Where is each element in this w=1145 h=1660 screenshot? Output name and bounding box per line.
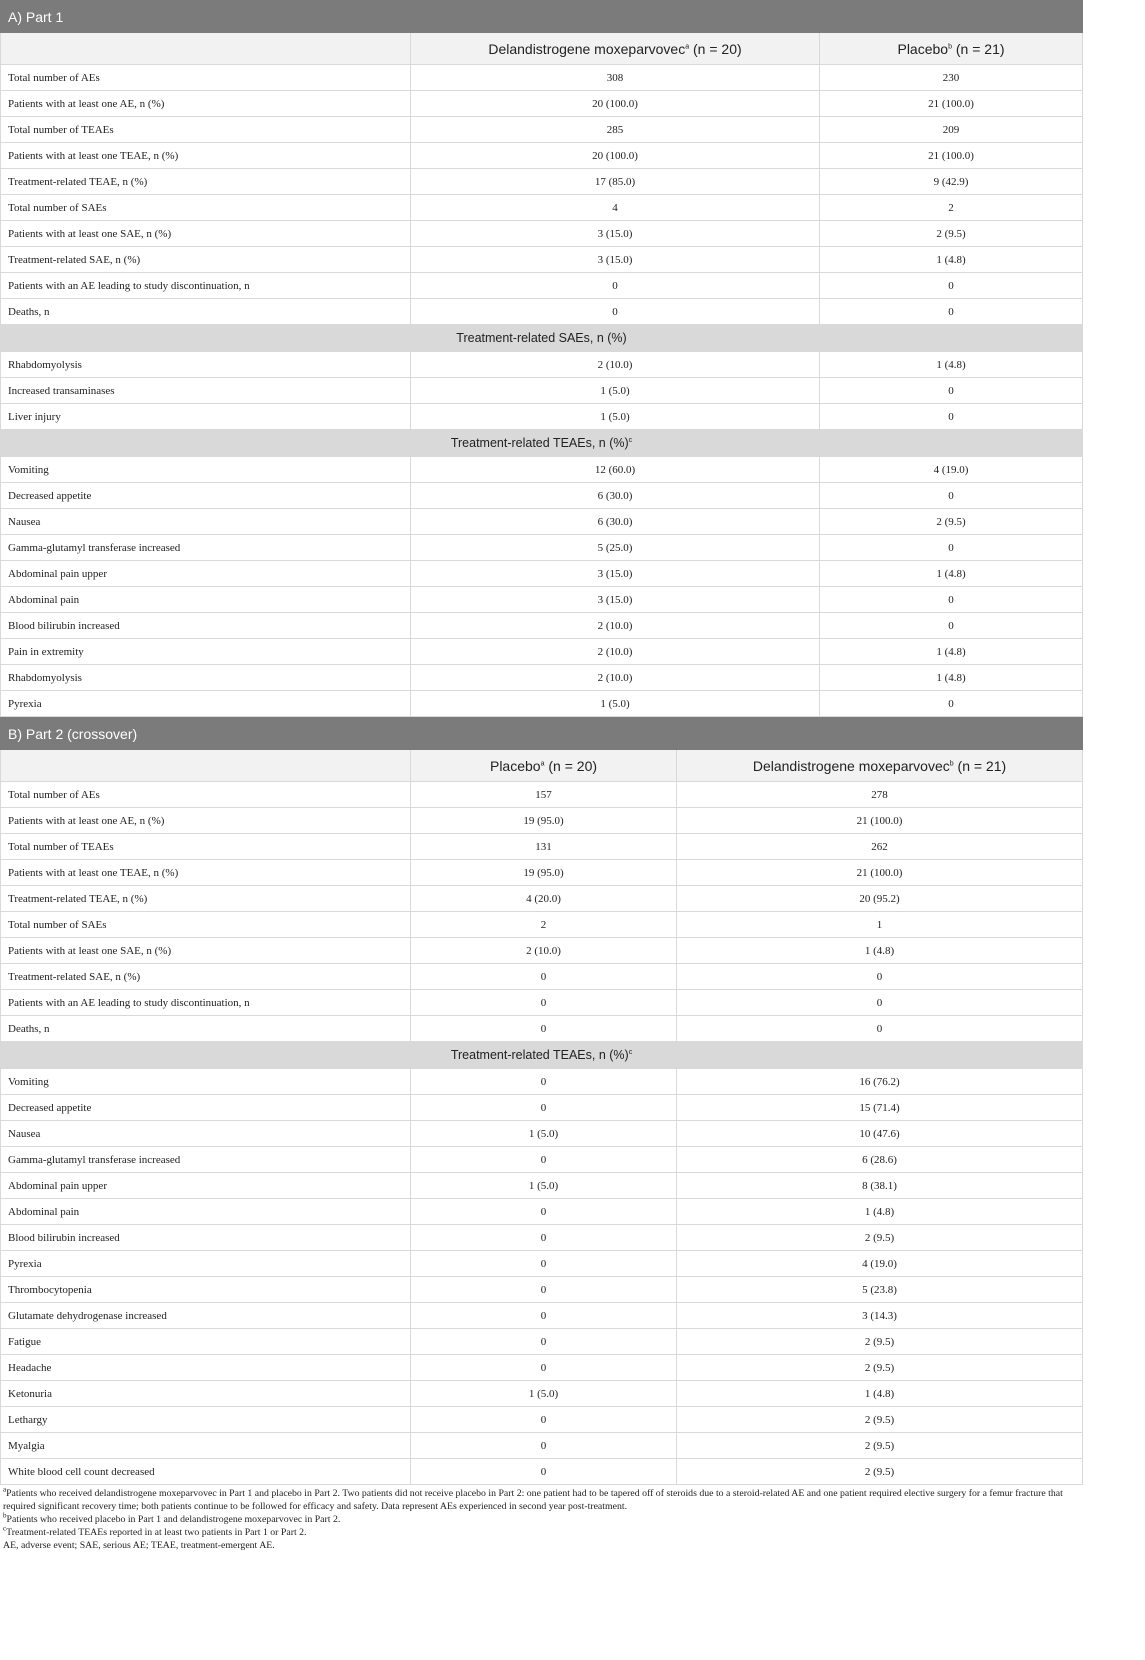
row-value: 6 (30.0): [411, 509, 820, 535]
table-row: [1, 561, 1083, 587]
row-label: Nausea: [1, 1121, 411, 1147]
row-value: 1 (4.8): [820, 639, 1083, 665]
row-value: 2 (9.5): [677, 1329, 1083, 1355]
row-value: 2 (10.0): [411, 665, 820, 691]
footnote: [3, 1526, 1079, 1539]
row-label: White blood cell count decreased: [1, 1459, 411, 1485]
row-value: 0: [411, 1225, 677, 1251]
row-value: 6 (28.6): [677, 1147, 1083, 1173]
row-value: 1 (5.0): [411, 1381, 677, 1407]
row-value: 0: [411, 1277, 677, 1303]
row-value: 0: [411, 1433, 677, 1459]
column-header: [677, 750, 1083, 782]
row-value: 209: [820, 117, 1083, 143]
table-row: [1, 912, 1083, 938]
row-value: 6 (30.0): [411, 483, 820, 509]
row-value: 3 (15.0): [411, 247, 820, 273]
footnote-text: AE, adverse event; SAE, serious AE; TEAE, treatment-emergent AE.: [3, 1540, 275, 1551]
table-row: [1, 964, 1083, 990]
subheading-footnote-mark: c: [628, 1048, 633, 1056]
row-value: 0: [820, 587, 1083, 613]
column-header: [411, 33, 820, 65]
table-row: [1, 273, 1083, 299]
row-value: 2 (9.5): [677, 1459, 1083, 1485]
row-value: 1: [677, 912, 1083, 938]
table-row: [1, 457, 1083, 483]
subheading-row: [1, 1042, 1083, 1069]
row-value: 1 (4.8): [820, 352, 1083, 378]
row-value: 1 (4.8): [820, 665, 1083, 691]
row-value: 0: [820, 691, 1083, 717]
row-label: Total number of SAEs: [1, 195, 411, 221]
subheading: [1, 1042, 1083, 1069]
row-value: 21 (100.0): [677, 860, 1083, 886]
table-row: [1, 1303, 1083, 1329]
row-label: Pyrexia: [1, 691, 411, 717]
row-value: 0: [677, 990, 1083, 1016]
row-label: Abdominal pain: [1, 587, 411, 613]
row-value: 2 (9.5): [677, 1433, 1083, 1459]
row-label: Abdominal pain upper: [1, 1173, 411, 1199]
table-row: [1, 1199, 1083, 1225]
row-label: Liver injury: [1, 404, 411, 430]
row-value: 230: [820, 65, 1083, 91]
row-value: 0: [411, 1329, 677, 1355]
row-label: Treatment-related TEAE, n (%): [1, 169, 411, 195]
table-row: [1, 860, 1083, 886]
row-value: 21 (100.0): [820, 91, 1083, 117]
table-row: [1, 1069, 1083, 1095]
table-row: [1, 65, 1083, 91]
row-value: 0: [411, 273, 820, 299]
row-label: Decreased appetite: [1, 483, 411, 509]
row-label: Pyrexia: [1, 1251, 411, 1277]
table-row: [1, 509, 1083, 535]
row-value: 308: [411, 65, 820, 91]
section-title: A) Part 1: [1, 1, 1083, 33]
table-row: [1, 1277, 1083, 1303]
row-value: 2 (10.0): [411, 352, 820, 378]
row-label: Total number of AEs: [1, 782, 411, 808]
column-footnote-mark: a: [685, 42, 690, 50]
row-value: 5 (25.0): [411, 535, 820, 561]
row-label: Increased transaminases: [1, 378, 411, 404]
column-footnote-mark: b: [948, 42, 952, 50]
column-label: Delandistrogene moxeparvovec: [752, 757, 950, 774]
row-value: 0: [411, 1459, 677, 1485]
row-value: 15 (71.4): [677, 1095, 1083, 1121]
row-label: Ketonuria: [1, 1381, 411, 1407]
table-row: [1, 613, 1083, 639]
row-label: Gamma-glutamyl transferase increased: [1, 1147, 411, 1173]
subheading-label: Treatment-related SAEs, n (%): [456, 331, 627, 345]
row-label: Rhabdomyolysis: [1, 352, 411, 378]
row-value: 2: [820, 195, 1083, 221]
row-label: Glutamate dehydrogenase increased: [1, 1303, 411, 1329]
column-n: (n = 20): [544, 757, 598, 774]
column-label: Placebo: [897, 40, 949, 57]
row-label: Fatigue: [1, 1329, 411, 1355]
row-label: Deaths, n: [1, 299, 411, 325]
row-value: 0: [820, 299, 1083, 325]
row-value: 2 (9.5): [820, 509, 1083, 535]
row-value: 17 (85.0): [411, 169, 820, 195]
row-value: 1 (5.0): [411, 404, 820, 430]
row-value: 0: [411, 1251, 677, 1277]
row-value: 1 (4.8): [820, 561, 1083, 587]
row-value: 0: [411, 1407, 677, 1433]
row-value: 2 (10.0): [411, 938, 677, 964]
section-title-row: [1, 718, 1083, 750]
table-row: [1, 299, 1083, 325]
footnote-text: Treatment-related TEAEs reported in at least two patients in Part 1 or Part 2.: [6, 1527, 307, 1538]
row-label: Gamma-glutamyl transferase increased: [1, 535, 411, 561]
row-label: Total number of SAEs: [1, 912, 411, 938]
table-row: [1, 1251, 1083, 1277]
subheading-row: [1, 325, 1083, 352]
row-label: Blood bilirubin increased: [1, 1225, 411, 1251]
row-value: 2 (9.5): [677, 1355, 1083, 1381]
row-value: 262: [677, 834, 1083, 860]
row-value: 1 (5.0): [411, 1121, 677, 1147]
row-label: Lethargy: [1, 1407, 411, 1433]
row-value: 0: [411, 964, 677, 990]
row-label: Total number of AEs: [1, 65, 411, 91]
row-value: 1 (4.8): [820, 247, 1083, 273]
table-row: [1, 1381, 1083, 1407]
row-value: 285: [411, 117, 820, 143]
table-row: [1, 1147, 1083, 1173]
table-row: [1, 143, 1083, 169]
row-label: Patients with at least one TEAE, n (%): [1, 860, 411, 886]
column-n: (n = 21): [951, 40, 1005, 57]
row-label: Myalgia: [1, 1433, 411, 1459]
table-row: [1, 782, 1083, 808]
row-value: 0: [411, 299, 820, 325]
row-value: 278: [677, 782, 1083, 808]
table-row: [1, 834, 1083, 860]
column-label: Delandistrogene moxeparvovec: [488, 40, 686, 57]
table-row: [1, 1095, 1083, 1121]
table-row: [1, 1121, 1083, 1147]
column-footnote-mark: a: [540, 759, 545, 767]
row-value: 2 (9.5): [820, 221, 1083, 247]
footnote-mark: b: [3, 1511, 7, 1520]
row-label: Treatment-related TEAE, n (%): [1, 886, 411, 912]
section-title: B) Part 2 (crossover): [1, 718, 1083, 750]
row-label: Total number of TEAEs: [1, 117, 411, 143]
row-value: 1 (4.8): [677, 1381, 1083, 1407]
table-row: [1, 404, 1083, 430]
table-row: [1, 1433, 1083, 1459]
footnote-text: Patients who received delandistrogene moxeparvovec in Part 1 and placebo in Part 2. Two patients did not receive placebo in Part 2: one patient had to be tapered off of steroids due to a steroid-related AE and one patient required elective surgery for a femur fracture that required significant recovery time; both patients continue to be followed for efficacy and safety. Data represent AEs experienced in second year post-treatment.: [3, 1488, 1063, 1512]
row-value: 2: [411, 912, 677, 938]
row-value: 3 (15.0): [411, 587, 820, 613]
table-row: [1, 1459, 1083, 1485]
table-row: [1, 1407, 1083, 1433]
row-value: 5 (23.8): [677, 1277, 1083, 1303]
row-value: 1 (4.8): [677, 1199, 1083, 1225]
row-value: 1 (5.0): [411, 378, 820, 404]
column-n: (n = 21): [953, 757, 1007, 774]
row-label: Vomiting: [1, 457, 411, 483]
column-label: Placebo: [489, 757, 541, 774]
row-label: Patients with at least one SAE, n (%): [1, 221, 411, 247]
table-row: [1, 886, 1083, 912]
row-value: 20 (95.2): [677, 886, 1083, 912]
footnote-mark: a: [3, 1485, 7, 1494]
row-value: 0: [820, 535, 1083, 561]
table-row: [1, 691, 1083, 717]
column-header-row: [1, 750, 1083, 782]
row-value: 0: [411, 1069, 677, 1095]
row-value: 21 (100.0): [677, 808, 1083, 834]
subheading-row: [1, 430, 1083, 457]
table-row: [1, 247, 1083, 273]
footnote-text: Patients who received placebo in Part 1 and delandistrogene moxeparvovec in Part 2.: [6, 1514, 341, 1525]
part2-table: [0, 717, 1083, 1485]
table-row: [1, 483, 1083, 509]
table-row: [1, 1016, 1083, 1042]
row-value: 0: [411, 990, 677, 1016]
table-row: [1, 195, 1083, 221]
footnote: [3, 1513, 1079, 1526]
row-value: 157: [411, 782, 677, 808]
table-row: [1, 587, 1083, 613]
column-header-blank: [1, 33, 411, 65]
row-value: 10 (47.6): [677, 1121, 1083, 1147]
row-label: Abdominal pain: [1, 1199, 411, 1225]
row-label: Blood bilirubin increased: [1, 613, 411, 639]
row-label: Total number of TEAEs: [1, 834, 411, 860]
row-value: 0: [411, 1355, 677, 1381]
row-value: 4 (19.0): [677, 1251, 1083, 1277]
row-value: 0: [411, 1303, 677, 1329]
table-row: [1, 1173, 1083, 1199]
row-value: 2 (10.0): [411, 639, 820, 665]
table-row: [1, 91, 1083, 117]
row-value: 3 (14.3): [677, 1303, 1083, 1329]
column-header-row: [1, 33, 1083, 65]
table-row: [1, 117, 1083, 143]
table-row: [1, 938, 1083, 964]
row-value: 12 (60.0): [411, 457, 820, 483]
column-n: (n = 20): [689, 40, 742, 57]
row-value: 19 (95.0): [411, 808, 677, 834]
row-label: Patients with at least one TEAE, n (%): [1, 143, 411, 169]
row-value: 0: [820, 273, 1083, 299]
row-value: 0: [677, 1016, 1083, 1042]
row-value: 21 (100.0): [820, 143, 1083, 169]
row-value: 0: [820, 378, 1083, 404]
subheading-label: Treatment-related TEAEs, n (%): [450, 436, 629, 450]
row-label: Decreased appetite: [1, 1095, 411, 1121]
row-label: Headache: [1, 1355, 411, 1381]
table-row: [1, 808, 1083, 834]
subheading: [1, 430, 1083, 457]
row-value: 0: [411, 1016, 677, 1042]
subheading: [1, 325, 1083, 352]
row-value: 20 (100.0): [411, 143, 820, 169]
table-row: [1, 665, 1083, 691]
part1-table: [0, 0, 1083, 717]
row-label: Nausea: [1, 509, 411, 535]
row-value: 0: [411, 1147, 677, 1173]
row-label: Pain in extremity: [1, 639, 411, 665]
row-value: 2 (9.5): [677, 1407, 1083, 1433]
subheading-footnote-mark: c: [628, 436, 633, 444]
row-label: Patients with an AE leading to study discontinuation, n: [1, 273, 411, 299]
column-header: [411, 750, 677, 782]
table-row: [1, 1329, 1083, 1355]
table-row: [1, 221, 1083, 247]
row-label: Abdominal pain upper: [1, 561, 411, 587]
row-value: 1 (5.0): [411, 691, 820, 717]
row-value: 8 (38.1): [677, 1173, 1083, 1199]
row-label: Deaths, n: [1, 1016, 411, 1042]
row-label: Thrombocytopenia: [1, 1277, 411, 1303]
row-value: 0: [411, 1095, 677, 1121]
subheading-label: Treatment-related TEAEs, n (%): [450, 1048, 629, 1062]
footnote: [3, 1487, 1079, 1513]
footnote-mark: c: [3, 1524, 7, 1533]
row-value: 1 (5.0): [411, 1173, 677, 1199]
row-label: Treatment-related SAE, n (%): [1, 247, 411, 273]
column-header: [820, 33, 1083, 65]
row-label: Patients with an AE leading to study discontinuation, n: [1, 990, 411, 1016]
row-value: 0: [820, 483, 1083, 509]
table-row: [1, 169, 1083, 195]
row-value: 3 (15.0): [411, 561, 820, 587]
table-row: [1, 1355, 1083, 1381]
row-value: 0: [677, 964, 1083, 990]
row-value: 0: [820, 613, 1083, 639]
table-row: [1, 378, 1083, 404]
row-value: 0: [411, 1199, 677, 1225]
row-value: 2 (10.0): [411, 613, 820, 639]
table-row: [1, 639, 1083, 665]
row-value: 0: [820, 404, 1083, 430]
row-label: Vomiting: [1, 1069, 411, 1095]
row-value: 4 (19.0): [820, 457, 1083, 483]
row-label: Patients with at least one SAE, n (%): [1, 938, 411, 964]
row-value: 9 (42.9): [820, 169, 1083, 195]
row-value: 4 (20.0): [411, 886, 677, 912]
row-value: 20 (100.0): [411, 91, 820, 117]
column-header-blank: [1, 750, 411, 782]
row-value: 3 (15.0): [411, 221, 820, 247]
row-label: Rhabdomyolysis: [1, 665, 411, 691]
row-value: 1 (4.8): [677, 938, 1083, 964]
row-value: 19 (95.0): [411, 860, 677, 886]
table-row: [1, 990, 1083, 1016]
table-row: [1, 1225, 1083, 1251]
row-value: 2 (9.5): [677, 1225, 1083, 1251]
row-label: Treatment-related SAE, n (%): [1, 964, 411, 990]
row-label: Patients with at least one AE, n (%): [1, 808, 411, 834]
table-row: [1, 535, 1083, 561]
footnotes: [0, 1485, 1082, 1552]
row-value: 131: [411, 834, 677, 860]
column-footnote-mark: b: [949, 759, 954, 767]
row-value: 16 (76.2): [677, 1069, 1083, 1095]
table-row: [1, 352, 1083, 378]
footnote: [3, 1539, 1079, 1552]
section-title-row: [1, 1, 1083, 33]
row-value: 4: [411, 195, 820, 221]
row-label: Patients with at least one AE, n (%): [1, 91, 411, 117]
